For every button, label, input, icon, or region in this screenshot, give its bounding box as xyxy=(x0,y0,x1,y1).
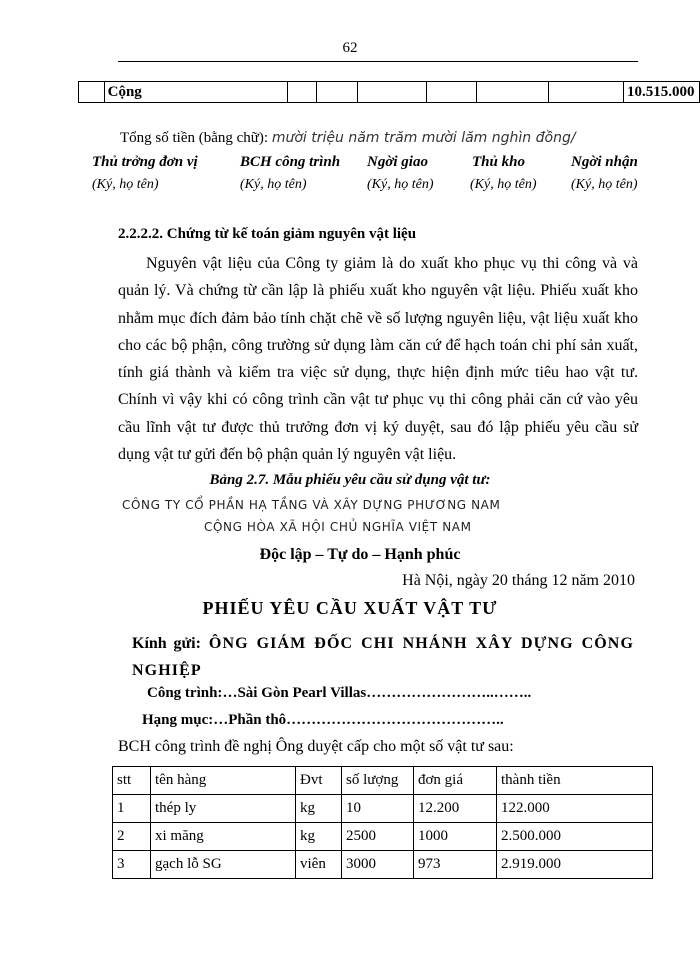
signature-role: Thủ trởng đơn vị xyxy=(92,154,198,170)
signature-note: (Ký, họ tên) xyxy=(92,177,159,192)
column-header: số lượng xyxy=(342,767,414,795)
column-header: stt xyxy=(113,767,151,795)
table-header-row xyxy=(113,767,653,795)
table-row xyxy=(113,823,653,851)
body-paragraph-text: Nguyên vật liệu của Công ty giảm là do xuất kho phục vụ thi công và và quản lý. Và chứng từ cần lập là phiếu xuất kho nguyên vật liệu. Phiếu xuất kho nhằm mục đích đảm bảo tính chặt chẽ về số lượng nguyên liệu, vật liệu xuất kho cho các bộ phận, công trường sử dụng làm căn cứ để hạch toán chi phí sản xuất, tính giá thành và kiểm tra việc sử dụng, thực hiện định mức tiêu hao vật tư. Chính vì vậy khi có công trình cần vật tư phục vụ thi công phải căn cứ vào yêu cầu lĩnh vật tư được thủ trưởng đơn vị ký duyệt, sau đó lập phiếu yêu cầu sử dụng vật tư gửi đến bộ phận quản lý nguyên vật liệu. xyxy=(118,255,638,464)
table-cell: 3 xyxy=(113,851,151,879)
table-row xyxy=(113,851,653,879)
request-text: BCH công trình đề nghị Ông duyệt cấp cho một số vật tư sau: xyxy=(118,738,514,755)
company-name: CÔNG TY CỔ PHẦN HẠ TẦNG VÀ XÂY DỰNG PHƯƠNG NAM xyxy=(122,498,501,512)
amount-in-words-label: Tổng số tiền (bằng chữ): xyxy=(120,130,269,146)
form-date: Hà Nội, ngày 20 tháng 12 năm 2010 xyxy=(402,572,635,589)
signature-note: (Ký, họ tên) xyxy=(571,177,638,192)
item-label: Hạng mục: xyxy=(142,712,214,728)
column-header: tên hàng xyxy=(151,767,296,795)
addressee-label: Kính gửi: xyxy=(132,635,201,652)
signature-note: (Ký, họ tên) xyxy=(367,177,434,192)
table-cell: kg xyxy=(296,795,342,823)
column-header: đơn giá xyxy=(414,767,497,795)
table-cell: kg xyxy=(296,823,342,851)
column-header: Đvt xyxy=(296,767,342,795)
total-amount: 10.515.000 xyxy=(624,82,700,103)
project-label: Công trình: xyxy=(147,685,223,701)
signature-role: Ngời giao xyxy=(367,154,428,170)
motto: Độc lập – Tự do – Hạnh phúc xyxy=(259,546,461,563)
materials-table xyxy=(112,766,653,879)
table-cell: 973 xyxy=(414,851,497,879)
table-cell: 1 xyxy=(113,795,151,823)
table-cell: gạch lỗ SG xyxy=(151,851,296,879)
table-cell: 2.500.000 xyxy=(497,823,653,851)
section-heading: 2.2.2.2. Chứng từ kế toán giảm nguyên vật liệu xyxy=(118,226,417,242)
table-cell: viên xyxy=(296,851,342,879)
column-header: thành tiền xyxy=(497,767,653,795)
signature-note: (Ký, họ tên) xyxy=(470,177,537,192)
amount-in-words xyxy=(120,130,576,147)
total-table xyxy=(78,81,700,103)
project-value: …Sài Gòn Pearl Villas……………………..…….. xyxy=(222,685,532,701)
page-number: 62 xyxy=(342,40,358,56)
table-cell: 2500 xyxy=(342,823,414,851)
addressee-name: ÔNG GIÁM ĐỐC CHI NHÁNH XÂY DỰNG CÔNG NGHIỆP xyxy=(132,635,635,679)
signature-role: Thủ kho xyxy=(472,154,525,170)
signature-note: (Ký, họ tên) xyxy=(240,177,307,192)
form-title: PHIẾU YÊU CẦU XUẤT VẬT TƯ xyxy=(202,598,498,618)
addressee xyxy=(132,630,634,684)
table-cell: thép ly xyxy=(151,795,296,823)
signature-role: BCH công trình xyxy=(240,154,341,170)
body-paragraph xyxy=(118,250,638,468)
table-cell: 12.200 xyxy=(414,795,497,823)
table-cell: 3000 xyxy=(342,851,414,879)
project-line xyxy=(147,685,531,702)
republic-header: CỘNG HÒA XÃ HỘI CHỦ NGHĨA VIỆT NAM xyxy=(204,520,472,534)
table-caption: Bảng 2.7. Mẫu phiếu yêu cầu sử dụng vật tư: xyxy=(209,472,491,488)
table-cell: 1000 xyxy=(414,823,497,851)
amount-in-words-value: mười triệu năm trăm mười lăm nghìn đồng/ xyxy=(271,130,576,146)
table-cell: 2.919.000 xyxy=(497,851,653,879)
item-line xyxy=(142,712,504,729)
table-cell: xi măng xyxy=(151,823,296,851)
table-row xyxy=(79,82,700,103)
table-cell: 2 xyxy=(113,823,151,851)
header-rule xyxy=(118,61,638,62)
total-label: Cộng xyxy=(104,82,287,103)
table-cell: 122.000 xyxy=(497,795,653,823)
table-cell: 10 xyxy=(342,795,414,823)
item-value: …Phần thô…………………………………….. xyxy=(213,712,504,728)
table-row xyxy=(113,795,653,823)
signature-role: Ngời nhận xyxy=(571,154,638,170)
